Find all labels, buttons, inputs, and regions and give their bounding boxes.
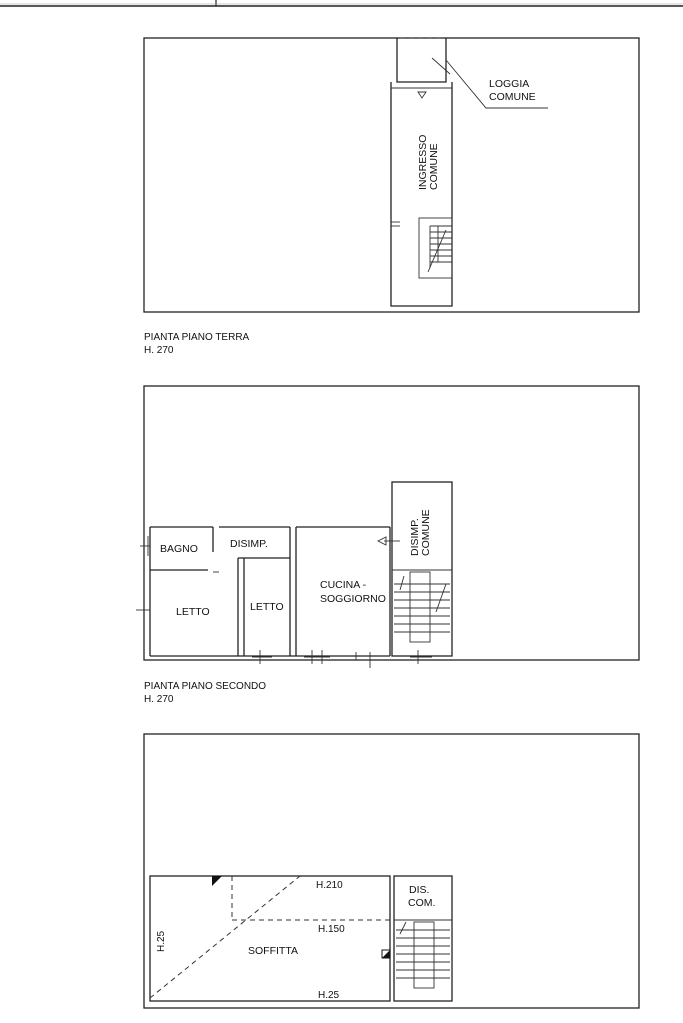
h150-label: H.150 xyxy=(318,924,345,935)
caption-ground-floor-title: PIANTA PIANO TERRA xyxy=(144,332,250,343)
disimp-comune-room xyxy=(378,482,452,664)
svg-text:DISIMP.: DISIMP. xyxy=(409,518,421,556)
header-strip xyxy=(0,0,683,6)
dis-label-2: COM. xyxy=(408,897,436,909)
soffitta-label: SOFFITTA xyxy=(248,945,298,957)
caption-ground-floor-height: H. 270 xyxy=(144,345,174,356)
caption-second-floor-title: PIANTA PIANO SECONDO xyxy=(144,681,267,692)
letto-label-1: LETTO xyxy=(176,606,210,618)
disimp-comune-label xyxy=(409,509,432,556)
cucina-label-2: SOGGIORNO xyxy=(320,593,386,605)
loggia-label-line2: COMUNE xyxy=(489,91,536,103)
h210-label: H.210 xyxy=(316,880,343,891)
caption-second-floor xyxy=(144,680,266,706)
loggia-label-line1: LOGGIA xyxy=(489,78,530,90)
h25-left-label xyxy=(156,930,167,952)
ingresso-label xyxy=(417,135,440,190)
svg-text:H.25: H.25 xyxy=(156,930,167,952)
plan-second-floor xyxy=(136,386,639,668)
cucina-label-1: CUCINA - xyxy=(320,579,367,591)
svg-text:INGRESSO: INGRESSO xyxy=(417,134,429,190)
soffitta-room xyxy=(150,876,390,1001)
stairs-ground xyxy=(419,218,452,278)
plan-attic xyxy=(144,734,639,1008)
ingresso-comune-room xyxy=(391,82,452,306)
caption-second-floor-height: H. 270 xyxy=(144,694,174,705)
caption-ground-floor xyxy=(144,331,249,357)
h25-bottom-label: H.25 xyxy=(318,990,340,1001)
loggia-comune-room xyxy=(397,38,450,98)
plan-ground-floor xyxy=(0,0,639,312)
svg-text:COMUNE: COMUNE xyxy=(420,509,432,556)
letto-label-2: LETTO xyxy=(250,601,284,613)
dis-label-1: DIS. xyxy=(409,884,430,896)
bagno-label: BAGNO xyxy=(160,543,198,555)
plan-attic-frame xyxy=(144,734,639,1008)
disimp-label: DISIMP. xyxy=(230,538,268,550)
svg-text:COMUNE: COMUNE xyxy=(428,143,440,190)
